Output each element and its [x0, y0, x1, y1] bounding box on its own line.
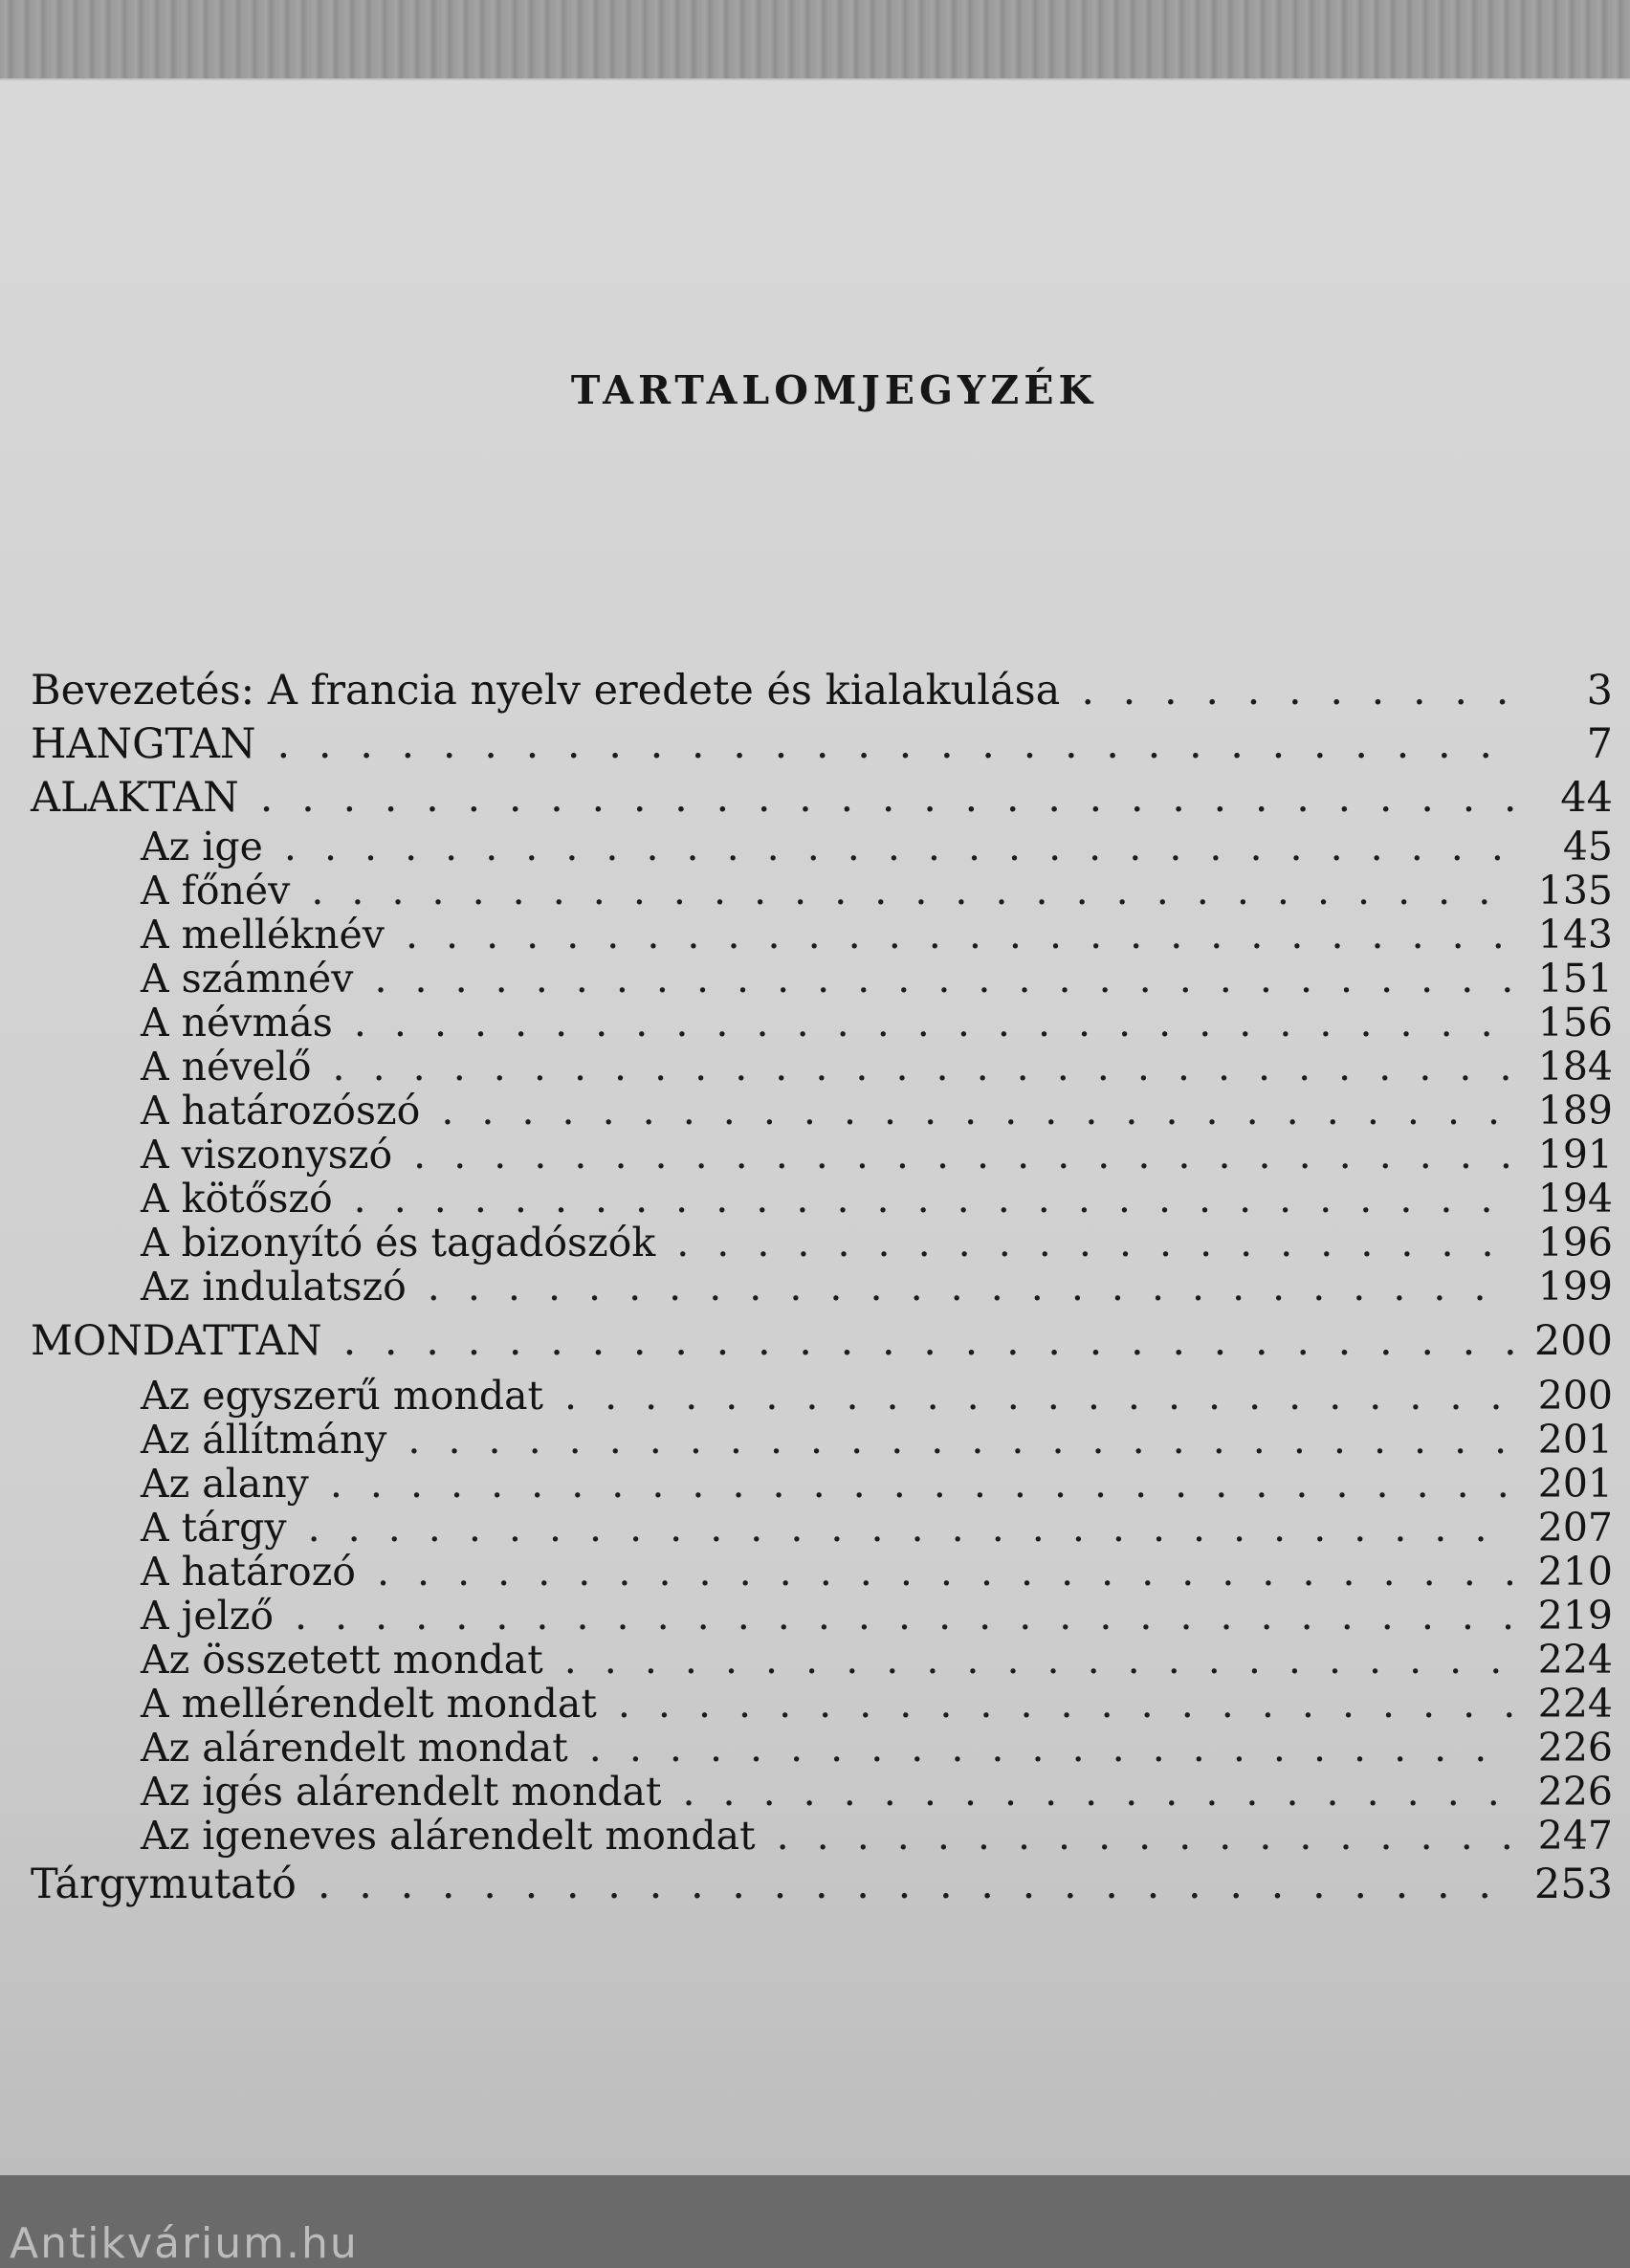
toc-entry — [31, 1001, 1613, 1045]
toc-entry-label: A névelő — [141, 1044, 312, 1090]
dot-leader — [682, 1770, 1513, 1814]
toc-entry-label: A tárgy — [141, 1505, 287, 1551]
dot-leader — [589, 1726, 1513, 1770]
dot-leader — [564, 1374, 1513, 1418]
toc-entry — [31, 913, 1613, 957]
dot-leader — [343, 1314, 1513, 1368]
toc-entry-label: Az alany — [141, 1461, 309, 1507]
toc-entry — [31, 1089, 1613, 1133]
dot-leader — [441, 1089, 1513, 1133]
dot-leader — [318, 1858, 1513, 1911]
toc-entry — [31, 1314, 1613, 1368]
dot-leader — [260, 771, 1513, 825]
toc-entry — [31, 1594, 1613, 1638]
dot-leader — [408, 1418, 1513, 1462]
toc-entry-page: 3 — [1586, 667, 1613, 715]
toc-entry-page: 200 — [1537, 1373, 1613, 1419]
toc-entry-page: 207 — [1537, 1505, 1613, 1551]
toc-entry-page: 189 — [1537, 1088, 1613, 1134]
toc-entry-page: 247 — [1537, 1813, 1613, 1859]
toc-entry-page: 194 — [1537, 1176, 1613, 1222]
toc-entry — [31, 1770, 1613, 1814]
toc-entry-label: ALAKTAN — [31, 774, 239, 822]
dot-leader — [413, 1133, 1513, 1177]
toc-entry — [31, 1462, 1613, 1506]
dot-leader — [330, 1462, 1513, 1506]
toc-entry-label: Az igés alárendelt mondat — [141, 1769, 662, 1815]
toc-entry — [31, 1418, 1613, 1462]
dot-leader — [676, 1221, 1513, 1265]
background-strip — [0, 0, 1630, 88]
toc-entry-label: Az indulatszó — [141, 1264, 407, 1310]
toc-entry — [31, 1265, 1613, 1309]
dot-leader — [295, 1594, 1513, 1638]
toc-entry — [31, 869, 1613, 913]
toc-entry-label: A névmás — [141, 1000, 333, 1046]
dot-leader — [333, 1045, 1513, 1089]
toc-entry-label: Az egyszerű mondat — [141, 1373, 543, 1419]
toc-entry-page: 219 — [1537, 1593, 1613, 1639]
dot-leader — [311, 869, 1513, 913]
toc-entry-label: Az alárendelt mondat — [141, 1725, 568, 1771]
dot-leader — [284, 825, 1513, 869]
toc-entry-label: A kötőszó — [141, 1176, 333, 1222]
toc-entry-page: 45 — [1562, 824, 1613, 870]
toc-entry — [31, 1221, 1613, 1265]
dot-leader — [618, 1682, 1513, 1726]
toc-entry — [31, 1550, 1613, 1594]
toc-entry — [31, 717, 1613, 771]
toc-entry-label: A viszonyszó — [141, 1132, 393, 1178]
toc-entry — [31, 1374, 1613, 1418]
dot-leader — [377, 1550, 1513, 1594]
toc-entry — [31, 957, 1613, 1001]
toc-entry-page: 201 — [1537, 1417, 1613, 1463]
toc-entry-label: Az állítmány — [141, 1417, 387, 1463]
dot-leader — [277, 717, 1513, 771]
toc-entry — [31, 1506, 1613, 1550]
dot-leader — [354, 1177, 1513, 1221]
toc-entry-label: Az összetett mondat — [141, 1637, 543, 1683]
dot-leader — [374, 957, 1513, 1001]
toc-entry-label: A mellérendelt mondat — [141, 1681, 597, 1727]
toc-entry-page: 135 — [1537, 868, 1613, 914]
toc-entry-page: 226 — [1537, 1769, 1613, 1815]
toc-entry-label: A határozó — [141, 1549, 356, 1595]
toc-entry — [31, 1858, 1613, 1911]
dot-leader — [564, 1638, 1513, 1682]
book-page — [0, 78, 1630, 2268]
toc-entry-page: 151 — [1537, 956, 1613, 1002]
table-of-contents — [31, 664, 1613, 1911]
toc-entry-label: A határozószó — [141, 1088, 421, 1134]
toc-entry-label: A főnév — [141, 868, 291, 914]
toc-entry-page: 44 — [1560, 774, 1613, 822]
toc-entry-label: Az ige — [141, 824, 263, 870]
toc-entry-page: 196 — [1537, 1220, 1613, 1266]
toc-entry-page: 253 — [1533, 1861, 1613, 1908]
toc-entry-label: A számnév — [141, 956, 354, 1002]
toc-entry-label: MONDATTAN — [31, 1317, 322, 1365]
dot-leader — [308, 1506, 1513, 1550]
toc-entry — [31, 1045, 1613, 1089]
toc-entry — [31, 1638, 1613, 1682]
toc-entry — [31, 771, 1613, 825]
toc-entry-label: Tárgymutató — [31, 1861, 297, 1908]
watermark: Antikvárium.hu — [10, 2219, 359, 2268]
toc-entry-page: 156 — [1537, 1000, 1613, 1046]
toc-entry-page: 184 — [1537, 1044, 1613, 1090]
toc-entry — [31, 1814, 1613, 1858]
toc-entry-label: HANGTAN — [31, 720, 256, 768]
toc-entry — [31, 1682, 1613, 1726]
toc-entry-page: 200 — [1533, 1317, 1613, 1365]
toc-entry — [31, 664, 1613, 717]
toc-entry-page: 7 — [1586, 720, 1613, 768]
toc-entry — [31, 1133, 1613, 1177]
toc-entry-page: 201 — [1537, 1461, 1613, 1507]
toc-entry — [31, 1177, 1613, 1221]
toc-entry-label: Az igeneves alárendelt mondat — [141, 1813, 756, 1859]
toc-entry-page: 191 — [1537, 1132, 1613, 1178]
dot-leader — [406, 913, 1513, 957]
toc-entry-label: A bizonyító és tagadószók — [141, 1220, 656, 1266]
toc-entry-label: A jelző — [141, 1593, 275, 1639]
dot-leader — [777, 1814, 1513, 1858]
toc-entry-page: 210 — [1537, 1549, 1613, 1595]
toc-entry-page: 199 — [1537, 1264, 1613, 1310]
toc-entry-label: Bevezetés: A francia nyelv eredete és kialakulása — [31, 667, 1061, 715]
toc-entry — [31, 825, 1613, 869]
toc-entry-label: A melléknév — [141, 912, 385, 958]
toc-entry-page: 226 — [1537, 1725, 1613, 1771]
dot-leader — [1081, 664, 1513, 717]
toc-entry-page: 224 — [1537, 1637, 1613, 1683]
page-title: TARTALOMJEGYZÉK — [570, 367, 1098, 413]
toc-entry-page: 143 — [1537, 912, 1613, 958]
toc-entry-page: 224 — [1537, 1681, 1613, 1727]
toc-entry — [31, 1726, 1613, 1770]
dot-leader — [428, 1265, 1513, 1309]
dot-leader — [354, 1001, 1513, 1045]
